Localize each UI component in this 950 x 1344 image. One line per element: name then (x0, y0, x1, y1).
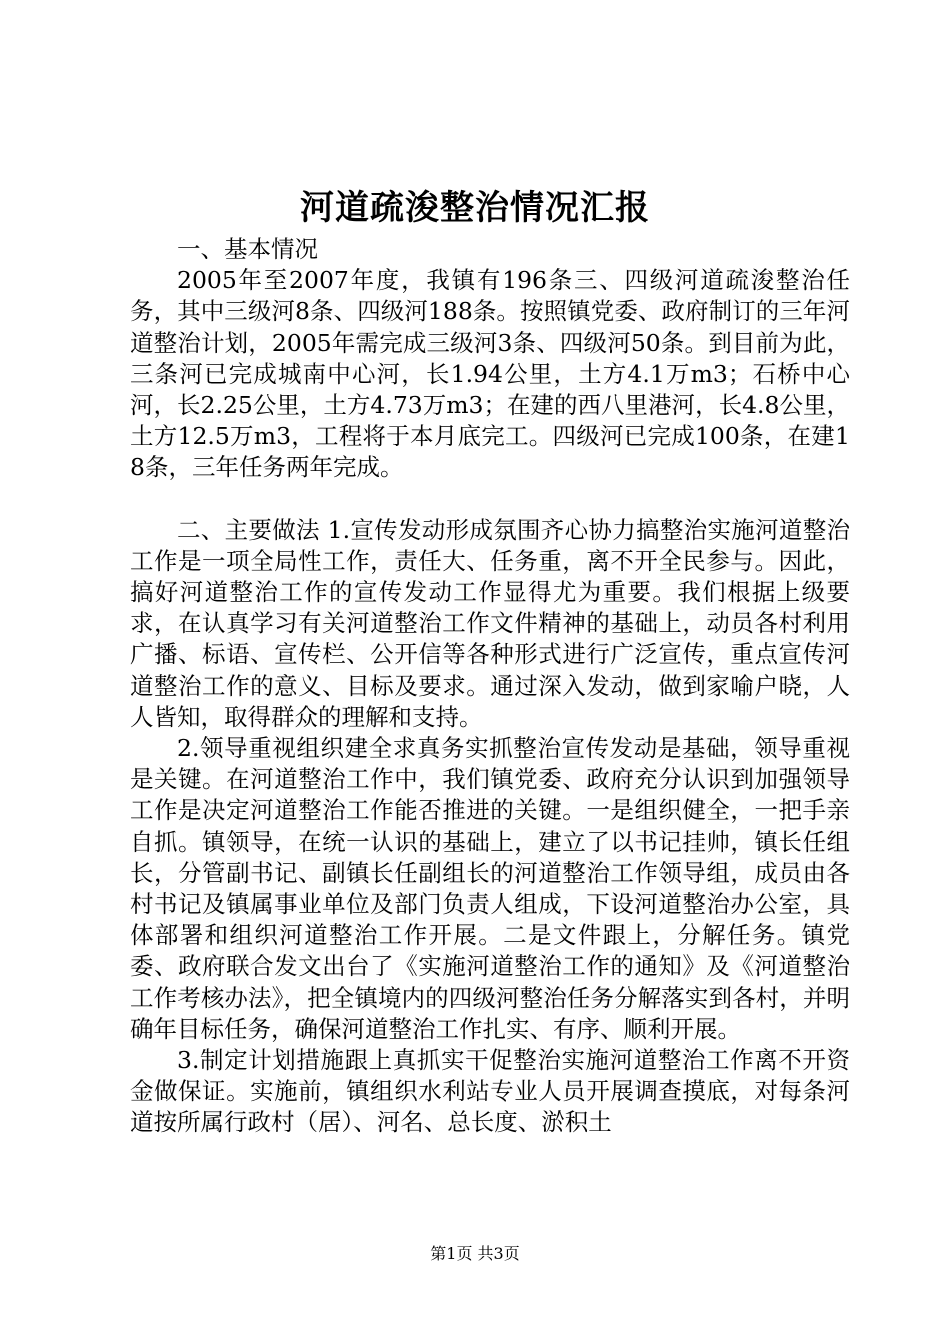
paragraph-planning: 3.制定计划措施跟上真抓实干促整治实施河道整治工作离不开资金做保证。实施前，镇组织水利站专业人员开展调查摸底，对每条河道按所属行政村（居）、河名、总长度、淤积土 (130, 1046, 850, 1137)
paragraph-leadership: 2.领导重视组织建全求真务实抓整治宣传发动是基础，领导重视是关键。在河道整治工作中，我们镇党委、政府充分认识到加强领导工作是决定河道整治工作能否推进的关键。一是组织健全，一把手亲自抓。镇领导，在统一认识的基础上，建立了以书记挂帅，镇长任组长，分管副书记、副镇长任副组长的河道整治工作领导组，成员由各村书记及镇属事业单位及部门负责人组成，下设河道整治办公室，具体部署和组织河道整治工作开展。二是文件跟上，分解任务。镇党委、政府联合发文出台了《实施河道整治工作的通知》及《河道整治工作考核办法》，把全镇境内的四级河整治任务分解落实到各村，并明确年目标任务，确保河道整治工作扎实、有序、顺利开展。 (130, 734, 850, 1043)
section-heading-basic: 一、基本情况 (177, 235, 318, 263)
document-body (130, 234, 850, 1139)
page-footer: 第1页 共3页 (430, 1244, 520, 1263)
paragraph-main-practice-publicity: 二、主要做法 1.宣传发动形成氛围齐心协力搞整治实施河道整治工作是一项全局性工作，责任大、任务重，离不开全民参与。因此，搞好河道整治工作的宣传发动工作显得尤为重要。我们根据上级要求，在认真学习有关河道整治工作文件精神的基础上，动员各村利用广播、标语、宣传栏、公开信等各种形式进行广泛宣传，重点宣传河道整治工作的意义、目标及要求。通过深入发动，做到家喻户晓，人人皆知，取得群众的理解和支持。 (130, 515, 850, 731)
paragraph-basic-situation: 2005年至2007年度，我镇有196条三、四级河道疏浚整治任务，其中三级河8条、四级河188条。按照镇党委、政府制订的三年河道整治计划，2005年需完成三级河3条、四级河50条。到目前为此，三条河已完成城南中心河，长1.94公里，土方4.1万m3；石桥中心河，长2.25公里，土方4.73万m3；在建的西八里港河，长4.8公里，土方12.5万m3，工程将于本月底完工。四级河已完成100条，在建18条，三年任务两年完成。 (130, 266, 850, 482)
document-title: 河道疏浚整治情况汇报 (300, 188, 650, 228)
